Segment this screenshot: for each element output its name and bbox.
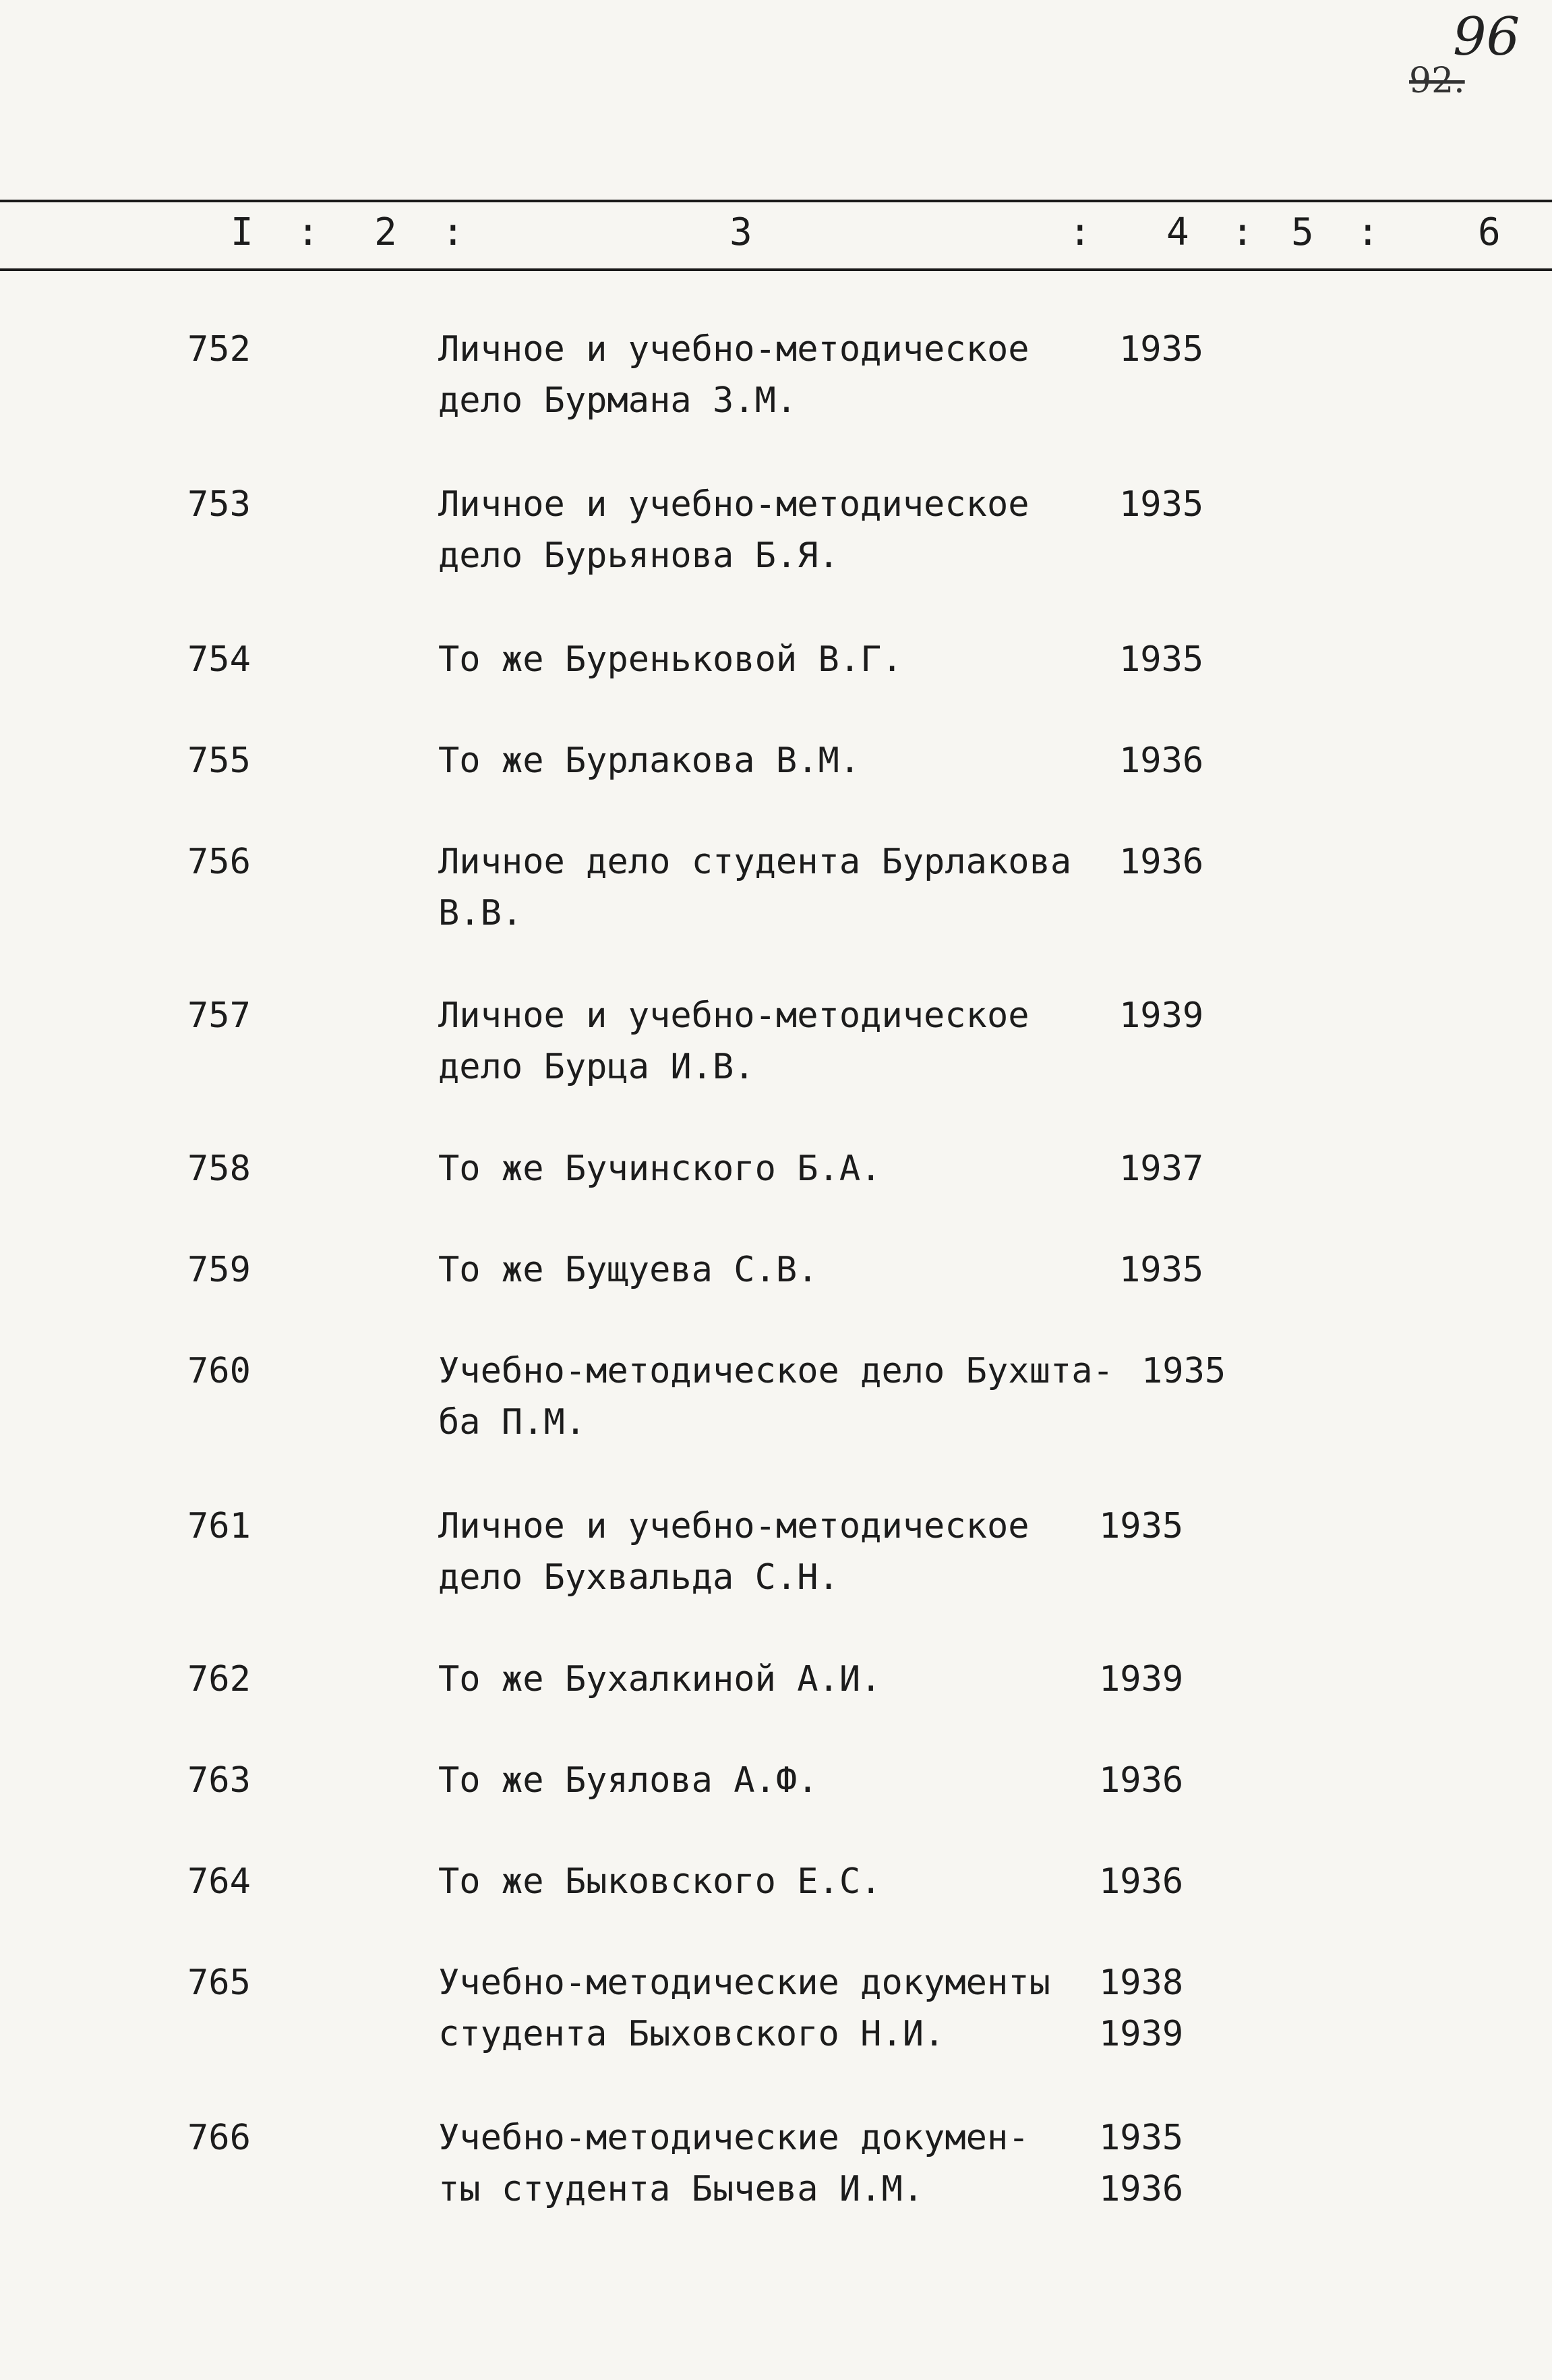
case-year: 1935 — [1119, 1250, 1204, 1290]
case-year: 1936 — [1099, 1861, 1184, 1902]
case-year: 1935 — [1119, 329, 1204, 370]
case-number: 758 — [187, 1149, 251, 1189]
case-title-line: Учебно-методические документы — [438, 1963, 1050, 2003]
case-years — [1119, 324, 1203, 375]
case-years — [1119, 836, 1203, 888]
column-separator: : — [442, 210, 465, 254]
case-title-line: Учебно-методическое дело Бухшта- — [438, 1351, 1114, 1391]
case-years — [1119, 990, 1203, 1041]
case-title — [438, 479, 1112, 581]
column-3-label: 3 — [729, 210, 752, 254]
case-title — [438, 1856, 1112, 1907]
case-year: 1935 — [1119, 639, 1204, 680]
case-title-line: дело Бурца И.В. — [438, 1047, 755, 1087]
case-title-line: Личное дело студента Бурлакова — [438, 842, 1072, 882]
case-title — [438, 735, 1112, 786]
case-title-line: То же Бухалкиной А.И. — [438, 1659, 882, 1700]
case-title-line: То же Быковского Е.С. — [438, 1861, 882, 1902]
case-number: 754 — [187, 639, 251, 680]
case-title — [438, 1957, 1112, 2060]
case-title-line: дело Бурьянова Б.Я. — [438, 535, 839, 576]
case-number: 756 — [187, 842, 251, 882]
case-year: 1935 — [1141, 1351, 1226, 1391]
case-number: 752 — [187, 329, 251, 370]
case-number: 764 — [187, 1861, 251, 1902]
column-2-label: 2 — [374, 210, 397, 254]
case-title-line: То же Буялова А.Ф. — [438, 1760, 818, 1801]
case-year: 1936 — [1099, 1760, 1184, 1801]
case-year: 1936 — [1119, 741, 1204, 781]
case-number: 765 — [187, 1963, 251, 2003]
case-title — [438, 1654, 1112, 1705]
case-title-line: То же Бущуева С.В. — [438, 1250, 818, 1290]
case-year: 1937 — [1119, 1149, 1204, 1189]
case-title — [438, 836, 1112, 939]
case-number: 755 — [187, 741, 251, 781]
case-title-line: То же Бурeньковой В.Г. — [438, 639, 903, 680]
column-separator: : — [1231, 210, 1254, 254]
case-number: 761 — [187, 1506, 251, 1546]
case-number: 762 — [187, 1659, 251, 1700]
case-number: 753 — [187, 484, 251, 525]
case-title — [438, 1345, 1112, 1448]
header-bottom-rule — [0, 268, 1552, 271]
column-6-label: 6 — [1478, 210, 1501, 254]
case-year: 1935 — [1099, 1506, 1184, 1546]
case-title-line: ба П.М. — [438, 1402, 587, 1443]
current-page-number: 96 — [1453, 7, 1520, 67]
case-year: 1939 — [1099, 2014, 1184, 2054]
case-title-line: Личное и учебно-методическое — [438, 1506, 1029, 1546]
case-year: 1935 — [1099, 2118, 1184, 2158]
case-years — [1141, 1345, 1226, 1397]
case-title — [438, 1501, 1112, 1603]
case-title-line: То же Бурлакова В.М. — [438, 741, 861, 781]
case-number: 757 — [187, 995, 251, 1036]
case-year: 1939 — [1119, 995, 1204, 1036]
case-years — [1099, 1501, 1183, 1552]
case-year: 1936 — [1119, 842, 1204, 882]
case-year: 1936 — [1099, 2169, 1184, 2209]
case-title-line: Личное и учебно-методическое — [438, 995, 1029, 1036]
column-1-label: I — [231, 210, 253, 254]
column-separator: : — [297, 210, 320, 254]
case-title-line: ты студента Бычева И.М. — [438, 2169, 924, 2209]
case-years — [1099, 2112, 1183, 2215]
case-title — [438, 324, 1112, 426]
case-title-line: дело Бурмана З.М. — [438, 380, 798, 421]
case-title — [438, 990, 1112, 1093]
case-title — [438, 634, 1112, 685]
case-years — [1119, 1143, 1203, 1194]
column-4-label: 4 — [1166, 210, 1189, 254]
case-title-line: То же Бучинского Б.А. — [438, 1149, 882, 1189]
case-number: 760 — [187, 1351, 251, 1391]
column-header-row — [0, 202, 1552, 267]
case-number: 759 — [187, 1250, 251, 1290]
case-years — [1099, 1755, 1183, 1806]
case-year: 1935 — [1119, 484, 1204, 525]
crossed-out-page-number: 92. — [1409, 61, 1465, 101]
case-title — [438, 1755, 1112, 1806]
case-years — [1119, 634, 1203, 685]
case-year: 1938 — [1099, 1963, 1184, 2003]
case-years — [1099, 1957, 1183, 2060]
case-years — [1119, 1244, 1203, 1296]
case-years — [1119, 479, 1203, 530]
case-title-line: В.В. — [438, 893, 523, 933]
case-number: 766 — [187, 2118, 251, 2158]
case-title-line: дело Бухвальда С.Н. — [438, 1557, 839, 1598]
case-years — [1099, 1654, 1183, 1705]
case-years — [1119, 735, 1203, 786]
case-year: 1939 — [1099, 1659, 1184, 1700]
case-number: 763 — [187, 1760, 251, 1801]
column-separator: : — [1356, 210, 1379, 254]
case-title-line: Личное и учебно-методическое — [438, 484, 1029, 525]
case-title — [438, 1143, 1112, 1194]
case-title — [438, 1244, 1112, 1296]
column-separator: : — [1069, 210, 1092, 254]
case-title — [438, 2112, 1112, 2215]
case-title-line: студента Быховского Н.И. — [438, 2014, 945, 2054]
column-5-label: 5 — [1291, 210, 1314, 254]
case-title-line: Учебно-методические докумен- — [438, 2118, 1029, 2158]
case-title-line: Личное и учебно-методическое — [438, 329, 1029, 370]
case-years — [1099, 1856, 1183, 1907]
